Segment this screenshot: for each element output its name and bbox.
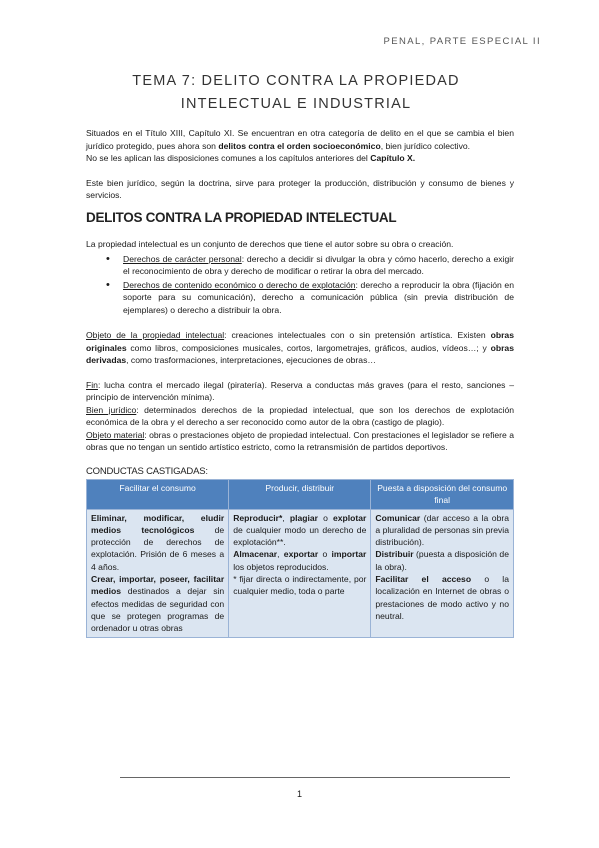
bold-run: Distribuir <box>375 549 414 560</box>
table-row <box>87 509 514 637</box>
intro-paragraph-1 <box>86 127 514 152</box>
text-run: , <box>277 549 284 560</box>
cell-paragraph <box>375 573 509 622</box>
cell-paragraph <box>91 573 224 634</box>
text-run: : creaciones intelectuales con o sin pretensión artística. Existen <box>224 330 491 340</box>
rights-list <box>86 253 514 317</box>
text-run: o <box>318 549 332 560</box>
underlined-term: Fin <box>86 379 98 390</box>
table-header-row <box>87 480 514 510</box>
cell-paragraph <box>91 512 224 573</box>
text-run: o <box>318 512 333 523</box>
underlined-term: Derechos de carácter personal <box>123 253 242 264</box>
document-body <box>86 127 514 638</box>
text-run: (puesta a disposición de la obra). <box>375 549 509 572</box>
column-header: Facilitar el consumo <box>87 480 229 510</box>
underlined-term: Derechos de contenido económico o derecho de explotación <box>123 279 356 290</box>
text-run: como libros, composiciones musicales, cortos, largometrajes, gráficos, audios, vídeos…; y <box>126 342 491 353</box>
table-cell <box>371 509 514 637</box>
fin-paragraph <box>86 379 514 404</box>
text-run: destinados a dejar sin efectos medidas de seguridad con que se protegen programas de ordenador u otras obras <box>91 586 225 634</box>
underlined-term: Objeto de la propiedad intelectual <box>86 330 225 340</box>
text-run: Situados en el Título XIII, Capítulo XI. Se encuentran en otra categoría de delito en el que se cambia el bien jurídico protegido, pues ahora son <box>86 128 514 151</box>
cell-paragraph <box>233 512 366 549</box>
column-header: Producir, distribuir <box>229 480 371 510</box>
objeto-material-paragraph <box>86 429 514 454</box>
text-run: los objetos reproducidos. <box>233 561 329 572</box>
text-run: : obras o prestaciones objeto de propiedad intelectual. Con prestaciones el legislador se refiere a obras que no tengan un sentido artístico estricto, como la retransmisión de partidos deportivos. <box>86 429 515 452</box>
table-cell <box>229 509 371 637</box>
bold-run: Capítulo X. <box>370 153 416 163</box>
page-title <box>86 70 506 116</box>
text-run: (dar acceso a la obra a pluralidad de personas sin previa distribución). <box>375 512 509 548</box>
text-run: , <box>282 512 290 523</box>
bold-run: plagiar <box>289 512 319 523</box>
title-line-2: INTELECTUAL E INDUSTRIAL <box>180 96 412 112</box>
underlined-term: Bien jurídico <box>86 404 137 415</box>
objeto-paragraph <box>86 329 514 367</box>
conductas-table <box>86 479 514 638</box>
text-run: de cualquier modo un derecho de explotación**. <box>233 524 367 548</box>
title-line-1: TEMA 7: DELITO CONTRA LA PROPIEDAD <box>132 73 460 89</box>
table-label: CONDUCTAS CASTIGADAS: <box>86 465 208 477</box>
table-cell <box>87 509 229 637</box>
running-header: PENAL, PARTE ESPECIAL II <box>383 36 541 47</box>
bold-run: importar <box>331 549 367 560</box>
bold-run: Eliminar, modificar, eludir medios tecnológicos <box>91 512 225 535</box>
text-run: o la localización en Internet de obras o prestaciones de modo activo y no neutral. <box>375 574 510 621</box>
bold-run: Comunicar <box>375 512 421 523</box>
text-run: , bien jurídico colectivo. <box>380 140 471 151</box>
text-run: de protección de derechos de explotación. Prisión de 6 meses a 4 años. <box>91 524 225 572</box>
bien-juridico-paragraph <box>86 404 514 429</box>
definition-paragraph: La propiedad intelectual es un conjunto de derechos que tiene el autor sobre su obra o creación. <box>86 239 454 249</box>
list-item <box>123 253 514 278</box>
cell-paragraph: * fijar directa o indirectamente, por cualquier medio, toda o parte <box>233 574 367 597</box>
bold-run: exportar <box>283 549 319 560</box>
intro-paragraph-2 <box>86 152 514 165</box>
text-run: : derecho a reproducir la obra (fijación en soporte para su comunicación), derecho a comunicación pública (sin previa distribución de ejemplares) o derecho a distribuir la obra. <box>123 279 514 315</box>
text-run: No se les aplican las disposiciones comunes a los capítulos anteriores del <box>86 153 371 163</box>
section-heading: DELITOS CONTRA LA PROPIEDAD INTELECTUAL <box>86 209 397 225</box>
bold-run: Facilitar el acceso <box>375 574 472 585</box>
bold-run: explotar <box>332 512 367 523</box>
underlined-term: Objeto material <box>86 429 145 440</box>
footer-divider <box>120 777 510 778</box>
text-run: : determinados derechos de la propiedad intelectual, que son los derechos de explotación económica de la obra y el derecho a ser reconocido como autor de la obra (castigo de plagio). <box>86 404 515 427</box>
intro-paragraph-3: Este bien jurídico, según la doctrina, sirve para proteger la producción, distribución y consumo de bienes y servicios. <box>86 177 514 200</box>
bold-run: Almacenar <box>233 549 278 560</box>
bold-run: Crear, importar, poseer, facilitar medios <box>91 574 225 597</box>
text-run: : lucha contra el mercado ilegal (piratería). Reserva a conductas más graves (para el resto, sanciones – principio de intervención mínima). <box>86 379 514 402</box>
text-run: , como trasformaciones, interpretaciones, ejecuciones de obras… <box>126 355 376 365</box>
bold-run: Reproducir* <box>233 512 283 523</box>
cell-paragraph <box>375 512 509 549</box>
bold-run: obras originales <box>86 330 514 353</box>
cell-paragraph <box>375 548 509 573</box>
bold-run: delitos contra el orden socioeconómico <box>218 140 381 151</box>
text-run: : derecho a decidir si divulgar la obra y cómo hacerlo, derecho a exigir el reconocimiento de obra y derecho de modificar o retirar la obra del mercado. <box>123 253 515 276</box>
list-item <box>123 279 514 317</box>
page-number: 1 <box>296 789 302 799</box>
bold-run: obras derivadas <box>86 342 514 365</box>
cell-paragraph <box>233 548 366 573</box>
column-header: Puesta a disposición del consumo final <box>371 480 514 510</box>
